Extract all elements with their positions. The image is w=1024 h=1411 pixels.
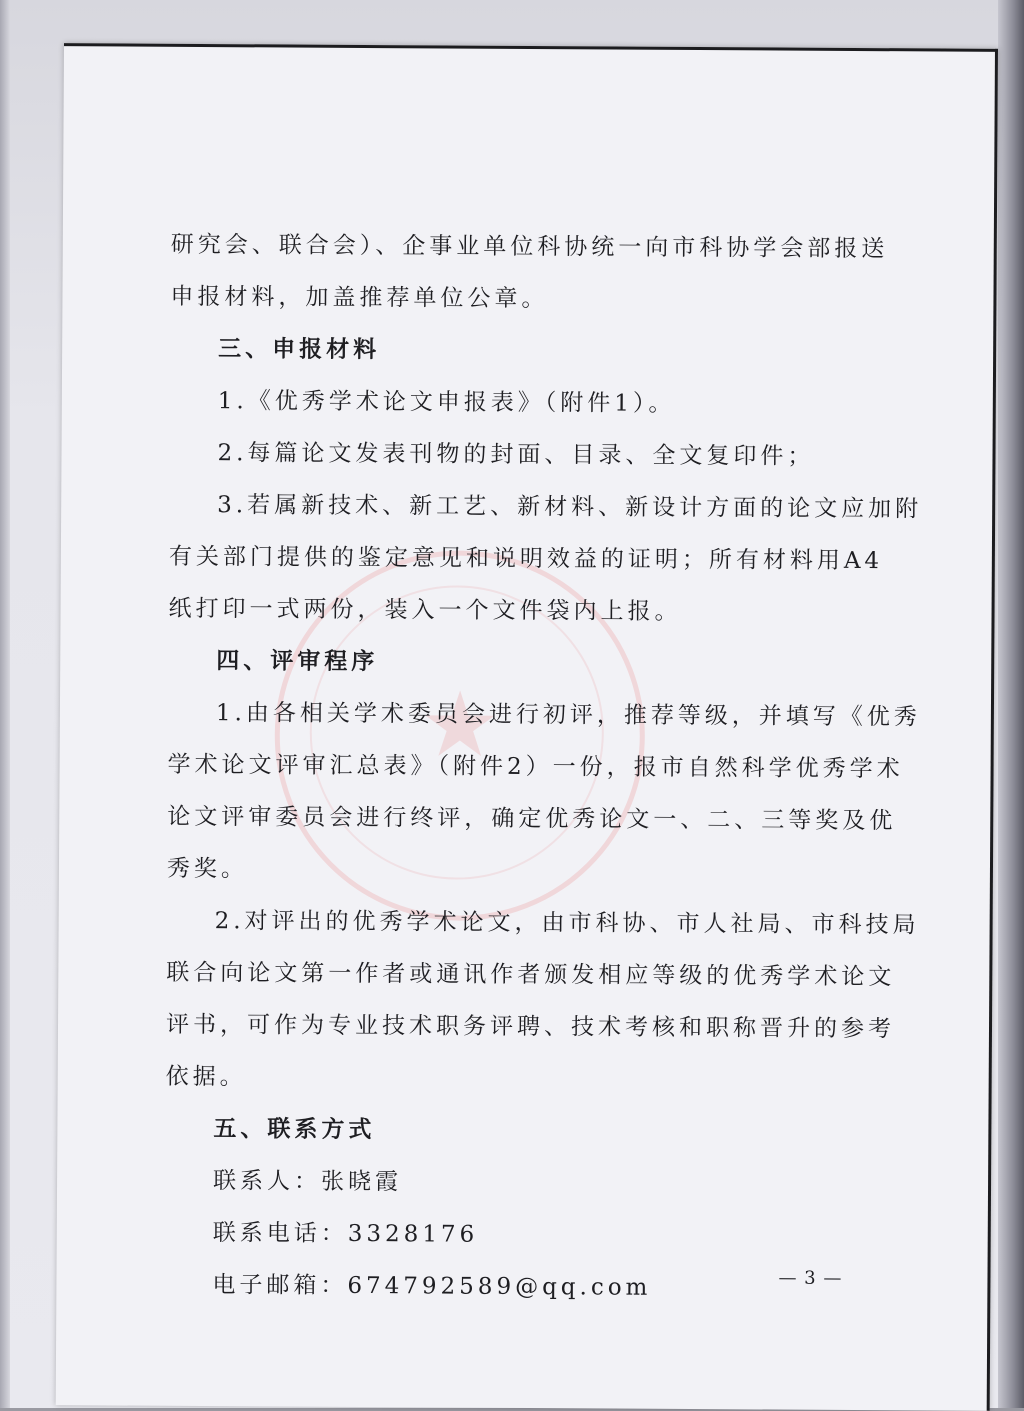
section-heading: 三、申报材料: [218, 336, 381, 364]
text-line: 学术论文评审汇总表》（附件2）一份，报市自然科学优秀学术: [167, 751, 904, 783]
text-line: 2.对评出的优秀学术论文，由市科协、市人社局、市科技局: [214, 908, 920, 939]
text-line: 1.《优秀学术论文申报表》（附件1）。: [217, 388, 676, 417]
seal-star-icon: ★: [419, 672, 501, 778]
text-line: 电子邮箱：674792589@qq.com: [212, 1272, 652, 1301]
text-line: 申报材料，加盖推荐单位公章。: [170, 283, 549, 313]
scan-edge-left: [0, 0, 10, 1408]
text-line: 2.每篇论文发表刊物的封面、目录、全文复印件；: [217, 440, 815, 470]
text-line: 依据。: [165, 1063, 247, 1091]
document-body: [164, 219, 923, 1315]
text-line: 研究会、联合会）、企事业单位科协统一向市科协学会部报送: [170, 231, 889, 263]
text-line: 纸打印一式两份，装入一个文件袋内上报。: [168, 595, 682, 625]
text-line: 联合向论文第一作者或通讯作者颁发相应等级的优秀学术论文: [166, 959, 896, 991]
text-line: 联系电话：3328176: [212, 1220, 479, 1248]
text-line: 秀奖。: [166, 855, 249, 883]
text-line: 论文评审委员会进行终评，确定优秀论文一、二、三等奖及优: [167, 803, 897, 835]
section-heading: 五、联系方式: [213, 1116, 376, 1144]
text-line: 评书，可作为专业技术职务评聘、技术考核和职称晋升的参考: [165, 1011, 896, 1043]
text-line: 联系人：张晓霞: [212, 1168, 403, 1196]
page-number: — 3 —: [778, 1267, 843, 1289]
document-page: [56, 43, 998, 1411]
text-line: 1.由各相关学术委员会进行初评，推荐等级，并填写《优秀: [215, 700, 921, 731]
text-line: 3.若属新技术、新工艺、新材料、新设计方面的论文应加附: [217, 492, 923, 523]
section-heading: 四、评审程序: [216, 648, 379, 676]
text-line: 有关部门提供的鉴定意见和说明效益的证明；所有材料用A4: [168, 543, 884, 575]
scan-edge-right: [998, 0, 1024, 1408]
